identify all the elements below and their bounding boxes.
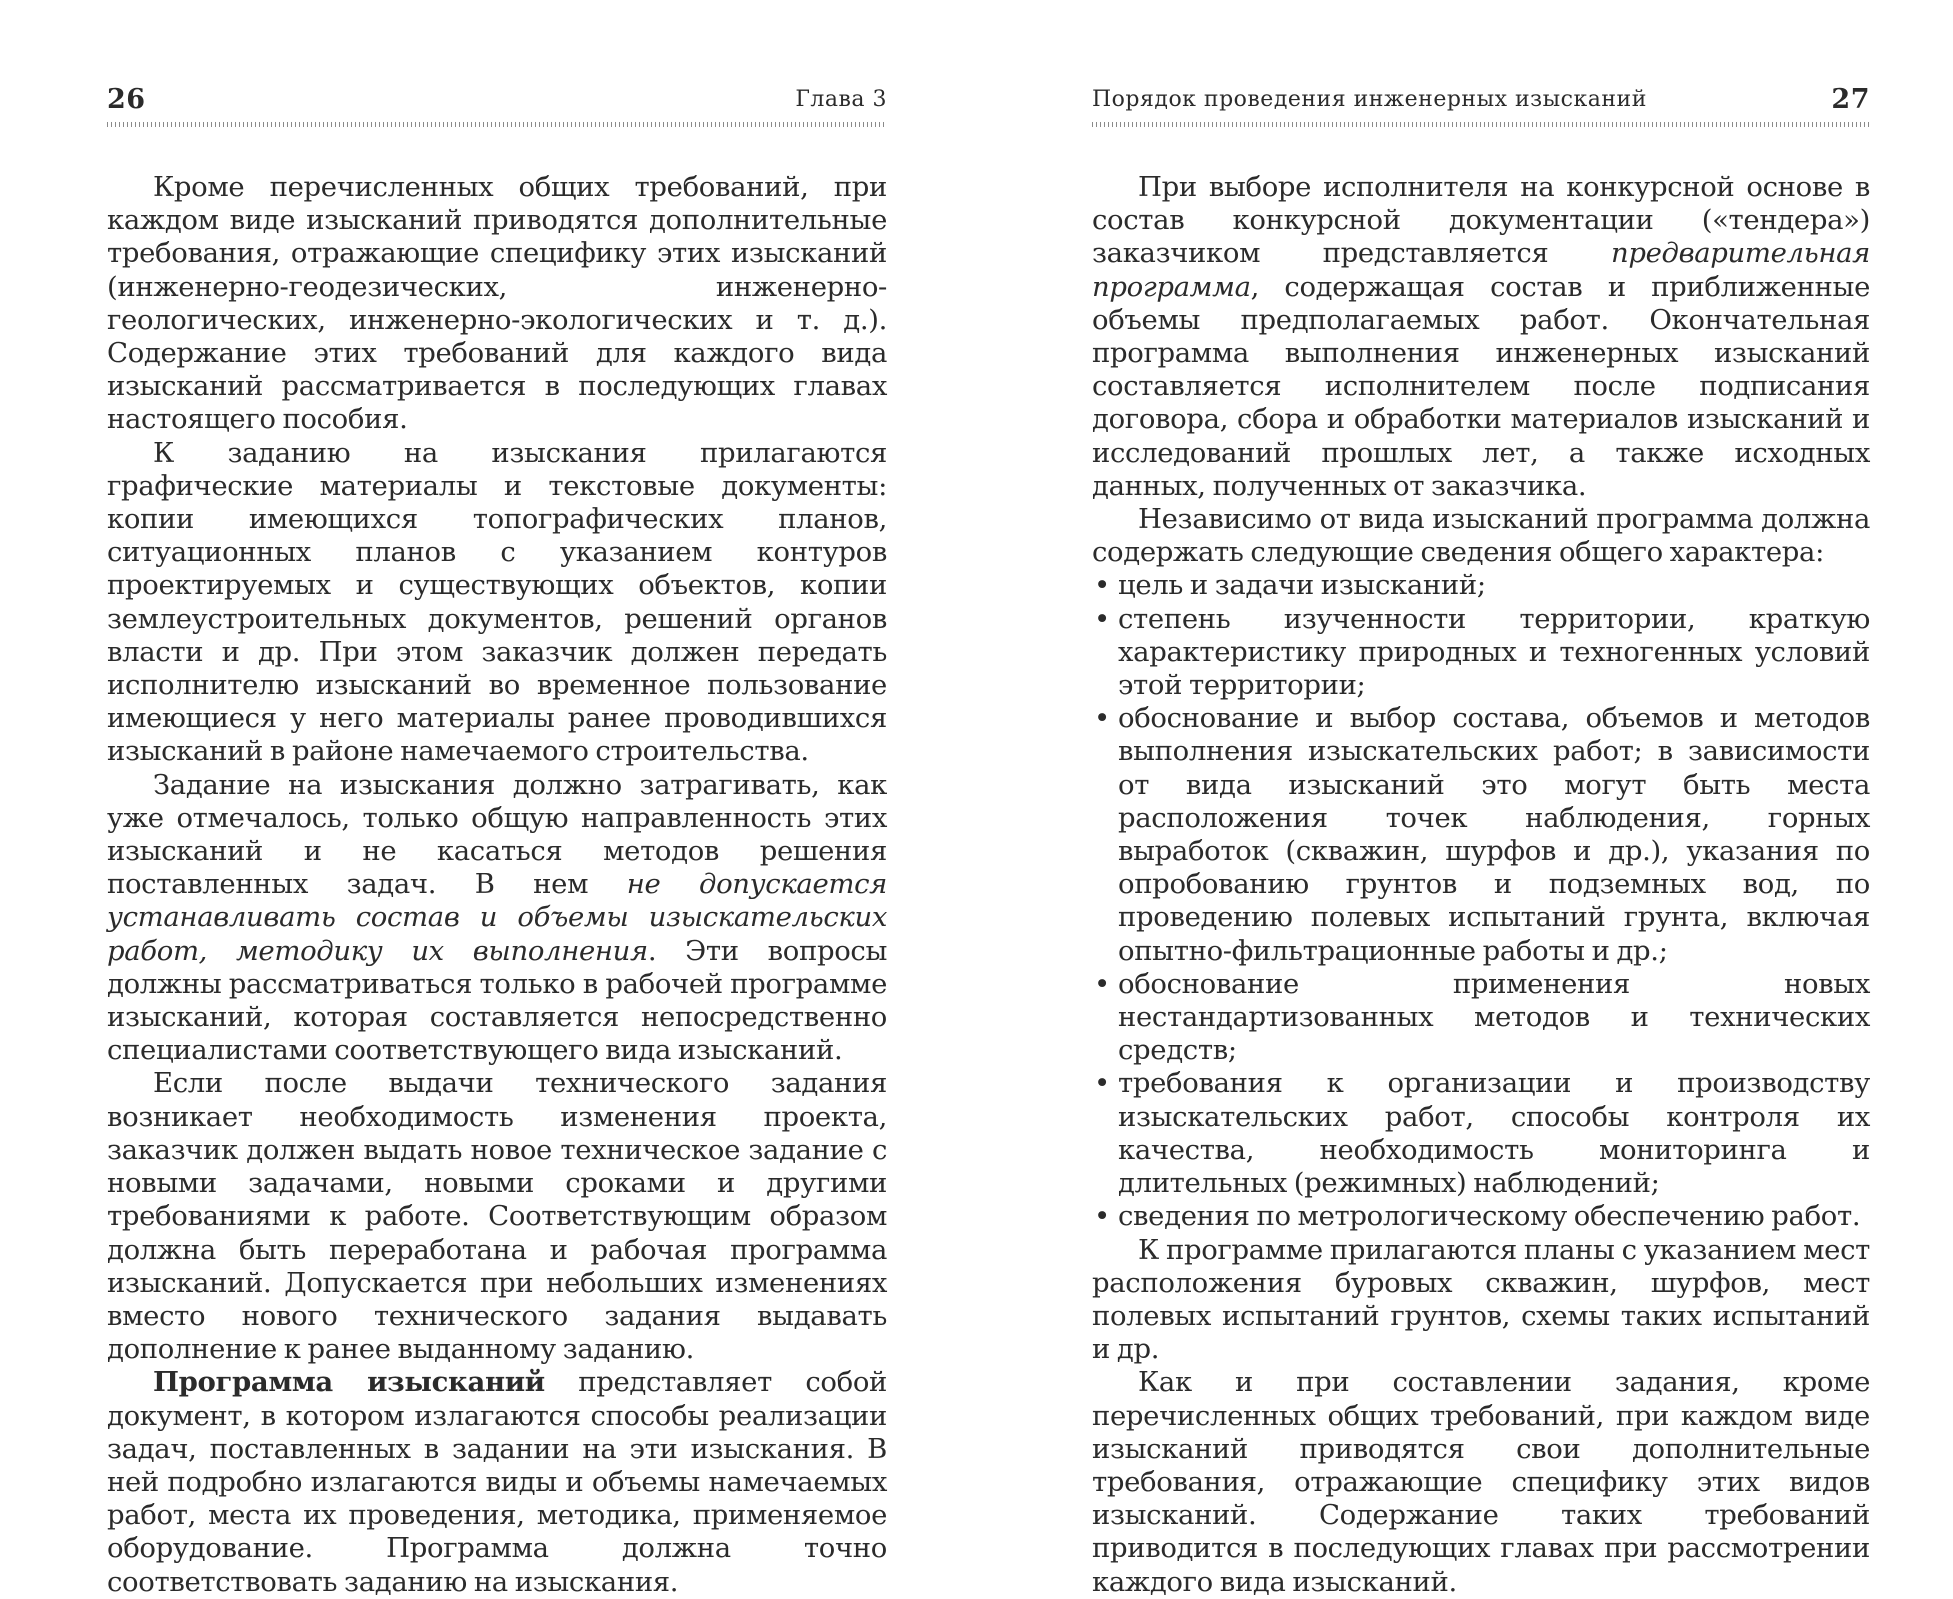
paragraph-text: представляет собой документ, в котором излагаются способы реализации задач, поставленных в задании на эти изыскания. В ней подробно излагаются виды и объемы намечаемых работ, места их проведения, методика, применяемое оборудование. Программа должна точно соответствовать заданию на изыскания.: [107, 1366, 887, 1598]
list-item-text: цель и задачи изысканий;: [1118, 569, 1486, 602]
paragraph: [107, 769, 887, 1068]
list-item-text: обоснование применения новых нестандартизованных методов и технических средств;: [1118, 967, 1870, 1067]
page-number-left: 26: [107, 84, 146, 115]
bullet-list: [1092, 569, 1870, 1233]
header-rule-right: [1092, 122, 1870, 127]
bullet-icon: •: [1094, 1067, 1110, 1100]
italic-emphasis: предварительная программа: [1092, 237, 1870, 303]
paragraph: К программе прилагаются планы с указанием мест расположения буровых скважин, шурфов, мест полевых испытаний грунтов, схемы таких испытаний и др.: [1092, 1233, 1870, 1366]
paragraph-text: . Эти вопросы должны рассматриваться только в рабочей программе изысканий, которая составляется непосредственно специалистами соответствующего вида изысканий.: [107, 934, 888, 1067]
right-page-text: [1092, 171, 1870, 1599]
list-item: [1092, 569, 1870, 602]
left-page: [107, 0, 887, 1599]
paragraph: Независимо от вида изысканий программа должна содержать следующие сведения общего характера:: [1092, 503, 1870, 569]
paragraph-text: , содержащая состав и приближенные объемы предполагаемых работ. Окончательная программа выполнения инженерных изысканий составляется исполнителем после подписания договора, сбора и обработки материалов изысканий и исследований прошлых лет, а также исходных данных, полученных от заказчика.: [1092, 270, 1870, 502]
list-item: [1092, 1200, 1870, 1233]
bullet-icon: •: [1094, 967, 1110, 1000]
paragraph: Как и при составлении задания, кроме перечисленных общих требований, при каждом виде изысканий приводятся свои дополнительные требования, отражающие специфику этих видов изысканий. Содержание таких требований приводится в последующих главах при рассмотрении каждого вида изысканий.: [1092, 1366, 1870, 1598]
page-number-right: 27: [1831, 84, 1870, 115]
list-item-text: требования к организации и производству изыскательских работ, способы контроля их качества, необходимость мониторинга и длительных (режимных) наблюдений;: [1118, 1067, 1870, 1200]
header-rule-left: [107, 122, 887, 127]
left-running-head: [107, 78, 887, 126]
bullet-icon: •: [1094, 702, 1110, 735]
list-item-text: сведения по метрологическому обеспечению работ.: [1118, 1200, 1861, 1233]
list-item-text: обоснование и выбор состава, объемов и методов выполнения изыскательских работ; в зависимости от вида изысканий это могут быть места расположения точек наблюдения, горных выработок (скважин, шурфов и др.), указания по опробованию грунтов и подземных вод, по проведению полевых испытаний грунта, включая опытно-фильтрационные работы и др.;: [1118, 702, 1870, 967]
bullet-icon: •: [1094, 569, 1110, 602]
bullet-icon: •: [1094, 602, 1110, 635]
left-page-text: [107, 171, 887, 1599]
chapter-title: Глава 3: [795, 87, 887, 112]
list-item: [1092, 968, 1870, 1068]
list-item: [1092, 603, 1870, 703]
paragraph: Если после выдачи технического задания возникает необходимость изменения проекта, заказчик должен выдать новое техническое задание с новыми задачами, новыми сроками и другими требованиями к работе. Соответствующим образом должна быть переработана и рабочая программа изысканий. Допускается при небольших изменениях вместо нового технического задания выдавать дополнение к ранее выданному заданию.: [107, 1067, 887, 1366]
paragraph-text: При выборе исполнителя на конкурсной основе в состав конкурсной документации («тендера») заказчиком представляется: [1092, 171, 1870, 270]
paragraph: К заданию на изыскания прилагаются графические материалы и текстовые документы: копии имеющихся топографических планов, ситуационных планов с указанием контуров проектируемых и существующих объектов, копии землеустроительных документов, решений органов власти и др. При этом заказчик должен передать исполнителю изысканий во временное пользование имеющиеся у него материалы ранее проводившихся изысканий в районе намечаемого строительства.: [107, 436, 887, 768]
paragraph: Кроме перечисленных общих требований, при каждом виде изысканий приводятся дополнительные требования, отражающие специфику этих изысканий (инженерно-геодезических, инженерно-геологических, инженерно-экологических и т. д.). Содержание этих требований для каждого вида изысканий рассматривается в последующих главах настоящего пособия.: [107, 171, 887, 436]
bold-term: Программа изысканий: [153, 1366, 545, 1399]
italic-emphasis: не допускается устанавливать состав и объемы изыскательских работ, методику их выполнения: [107, 868, 888, 967]
right-running-head: [1092, 78, 1870, 126]
section-title: Порядок проведения инженерных изысканий: [1092, 87, 1647, 112]
paragraph: [107, 1366, 887, 1598]
list-item: [1092, 702, 1870, 968]
right-page: [1092, 0, 1870, 1599]
paragraph-text: Задание на изыскания должно затрагивать, как уже отмечалось, только общую направленность этих изысканий и не касаться методов решения поставленных задач. В нем: [107, 768, 887, 901]
bullet-icon: •: [1094, 1200, 1110, 1233]
list-item-text: степень изученности территории, краткую характеристику природных и техногенных условий этой территории;: [1118, 602, 1870, 702]
list-item: [1092, 1067, 1870, 1200]
paragraph: [1092, 171, 1870, 503]
